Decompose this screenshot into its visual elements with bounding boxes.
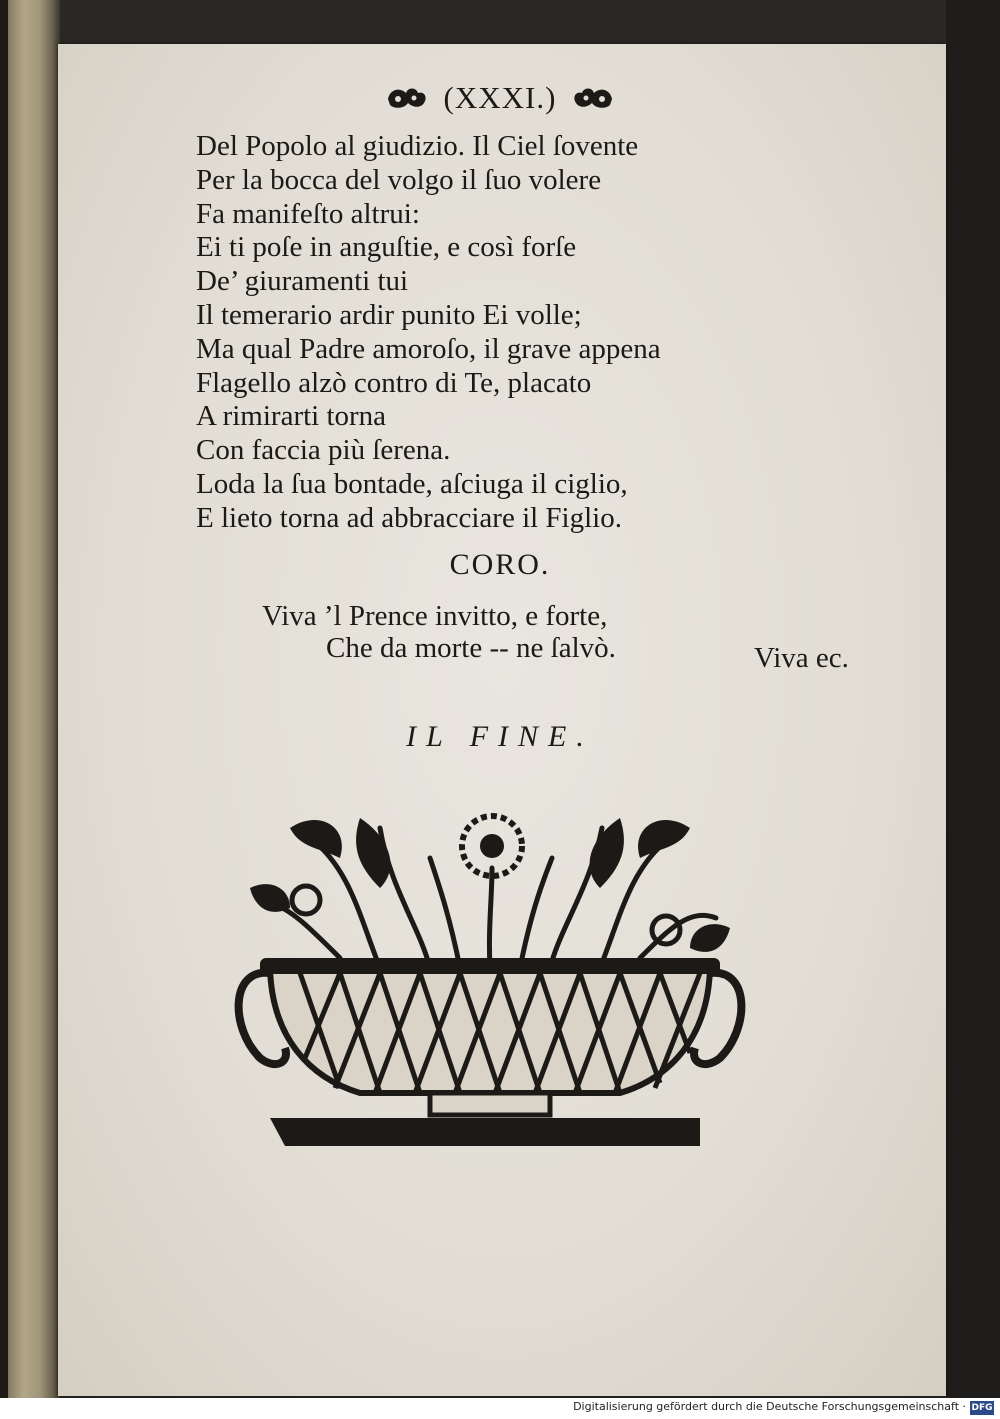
- verse-line: Del Popolo al giudizio. Il Ciel ſovente: [196, 130, 639, 162]
- dfg-logo: DFG: [971, 1403, 993, 1413]
- page-number: (XXXI.): [443, 80, 557, 115]
- chorus-heading: CORO.: [449, 548, 551, 581]
- verse-line: Loda la ſua bontade, aſciuga il ciglio,: [196, 467, 628, 500]
- chorus-line: Viva ’l Prence invitto, e forte,: [262, 600, 608, 632]
- verse-text: [196, 130, 661, 536]
- fleuron-ornament-icon: [570, 83, 616, 113]
- ending-title: IL FINE.: [406, 720, 594, 753]
- flower-basket-woodcut-icon: [230, 808, 750, 1158]
- verse-line: Il temerario ardir punito Ei volle;: [196, 298, 582, 331]
- verse-line: Con faccia più ſerena.: [196, 434, 451, 467]
- verse-line: E lieto torna ad abbracciare il Figlio.: [196, 501, 622, 534]
- verse-line: Per la bocca del volgo il ſuo volere: [196, 163, 602, 196]
- verse-line: Ma qual Padre amoroſo, il grave appena: [196, 332, 661, 365]
- page-header: [360, 76, 640, 120]
- digitization-credit: Digitalisierung gefördert durch die Deutsche Forschungsgemeinschaft ·: [573, 1400, 966, 1413]
- verse-line: Ei ti poſe in anguſtie, e così forſe: [196, 231, 577, 264]
- fleuron-ornament-icon: [384, 83, 430, 113]
- book-binding-edge: [0, 0, 8, 1400]
- previous-page-edge: [0, 0, 60, 1400]
- verse-line: A rimirarti torna: [196, 400, 387, 433]
- chorus-line: Che da morte -- ne ſalvò.: [326, 632, 616, 664]
- chorus-refrain: Viva ec.: [754, 642, 849, 674]
- verse-line: Fa manifeſto altrui:: [196, 197, 420, 230]
- verse-line: De’ giuramenti tui: [196, 265, 409, 298]
- scan-background: [946, 0, 1000, 1400]
- verse-line: Flagello alzò contro di Te, placato: [196, 366, 592, 399]
